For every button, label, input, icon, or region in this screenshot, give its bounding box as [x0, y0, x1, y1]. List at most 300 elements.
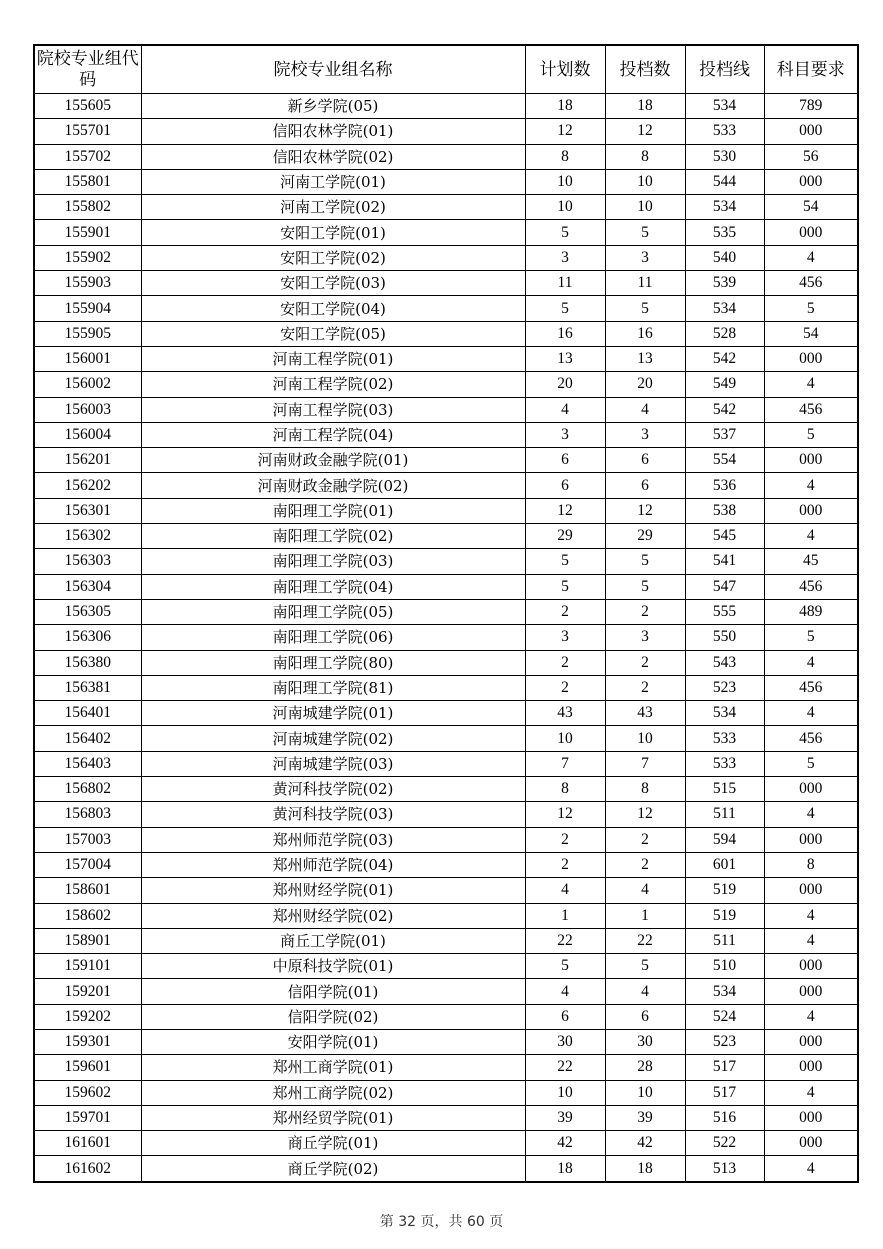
filed-count-cell: 5 — [605, 574, 685, 599]
group-name-cell: 河南工学院(02) — [141, 195, 525, 220]
cutoff-score-cell: 511 — [685, 928, 764, 953]
subject-requirement-cell: 4 — [764, 1080, 858, 1105]
group-code-cell: 161601 — [34, 1131, 141, 1156]
table-row — [34, 144, 858, 169]
subject-requirement-cell: 4 — [764, 1004, 858, 1029]
plan-count-cell: 5 — [525, 296, 605, 321]
table-row — [34, 169, 858, 194]
group-code-cell: 158602 — [34, 903, 141, 928]
table-row — [34, 625, 858, 650]
group-name-cell: 信阳农林学院(01) — [141, 119, 525, 144]
filed-count-cell: 6 — [605, 473, 685, 498]
header-row — [34, 45, 858, 94]
table-row — [34, 675, 858, 700]
subject-requirement-cell: 000 — [764, 878, 858, 903]
filed-count-cell: 39 — [605, 1105, 685, 1130]
cutoff-score-cell: 519 — [685, 903, 764, 928]
header-subject-requirement: 科目要求 — [764, 45, 858, 94]
group-name-cell: 郑州经贸学院(01) — [141, 1105, 525, 1130]
cutoff-score-cell: 533 — [685, 119, 764, 144]
cutoff-score-cell: 545 — [685, 524, 764, 549]
group-name-cell: 中原科技学院(01) — [141, 954, 525, 979]
plan-count-cell: 6 — [525, 473, 605, 498]
group-name-cell: 郑州工商学院(01) — [141, 1055, 525, 1080]
table-row — [34, 1080, 858, 1105]
cutoff-score-cell: 549 — [685, 372, 764, 397]
subject-requirement-cell: 000 — [764, 954, 858, 979]
cutoff-score-cell: 594 — [685, 827, 764, 852]
cutoff-score-cell: 550 — [685, 625, 764, 650]
filed-count-cell: 6 — [605, 1004, 685, 1029]
cutoff-score-cell: 540 — [685, 245, 764, 270]
subject-requirement-cell: 000 — [764, 1131, 858, 1156]
cutoff-score-cell: 537 — [685, 422, 764, 447]
filed-count-cell: 5 — [605, 296, 685, 321]
plan-count-cell: 2 — [525, 599, 605, 624]
subject-requirement-cell: 000 — [764, 119, 858, 144]
plan-count-cell: 12 — [525, 119, 605, 144]
plan-count-cell: 10 — [525, 169, 605, 194]
cutoff-score-cell: 530 — [685, 144, 764, 169]
table-row — [34, 751, 858, 776]
filed-count-cell: 4 — [605, 979, 685, 1004]
table-row — [34, 802, 858, 827]
cutoff-score-cell: 539 — [685, 271, 764, 296]
group-name-cell: 河南城建学院(01) — [141, 701, 525, 726]
filed-count-cell: 2 — [605, 827, 685, 852]
cutoff-score-cell: 542 — [685, 346, 764, 371]
cutoff-score-cell: 524 — [685, 1004, 764, 1029]
plan-count-cell: 12 — [525, 802, 605, 827]
table-row — [34, 1131, 858, 1156]
cutoff-score-cell: 534 — [685, 94, 764, 119]
plan-count-cell: 43 — [525, 701, 605, 726]
group-name-cell: 河南城建学院(03) — [141, 751, 525, 776]
plan-count-cell: 6 — [525, 1004, 605, 1029]
subject-requirement-cell: 000 — [764, 1055, 858, 1080]
group-name-cell: 新乡学院(05) — [141, 94, 525, 119]
cutoff-score-cell: 510 — [685, 954, 764, 979]
group-code-cell: 161602 — [34, 1156, 141, 1182]
cutoff-score-cell: 533 — [685, 726, 764, 751]
cutoff-score-cell: 543 — [685, 650, 764, 675]
plan-count-cell: 2 — [525, 650, 605, 675]
filed-count-cell: 4 — [605, 878, 685, 903]
group-code-cell: 156306 — [34, 625, 141, 650]
group-name-cell: 河南工程学院(01) — [141, 346, 525, 371]
cutoff-score-cell: 535 — [685, 220, 764, 245]
plan-count-cell: 10 — [525, 1080, 605, 1105]
group-code-cell: 156201 — [34, 448, 141, 473]
group-name-cell: 郑州工商学院(02) — [141, 1080, 525, 1105]
cutoff-score-cell: 555 — [685, 599, 764, 624]
cutoff-score-cell: 528 — [685, 321, 764, 346]
plan-count-cell: 10 — [525, 726, 605, 751]
group-code-cell: 156380 — [34, 650, 141, 675]
group-name-cell: 河南财政金融学院(02) — [141, 473, 525, 498]
table-row — [34, 220, 858, 245]
filed-count-cell: 10 — [605, 195, 685, 220]
group-code-cell: 155702 — [34, 144, 141, 169]
subject-requirement-cell: 4 — [764, 903, 858, 928]
group-code-cell: 155903 — [34, 271, 141, 296]
filed-count-cell: 10 — [605, 726, 685, 751]
group-name-cell: 河南工程学院(04) — [141, 422, 525, 447]
cutoff-score-cell: 554 — [685, 448, 764, 473]
plan-count-cell: 18 — [525, 94, 605, 119]
plan-count-cell: 6 — [525, 448, 605, 473]
group-name-cell: 信阳学院(02) — [141, 1004, 525, 1029]
plan-count-cell: 2 — [525, 675, 605, 700]
header-cutoff-score: 投档线 — [685, 45, 764, 94]
table-row — [34, 574, 858, 599]
group-name-cell: 信阳学院(01) — [141, 979, 525, 1004]
group-name-cell: 安阳工学院(05) — [141, 321, 525, 346]
plan-count-cell: 5 — [525, 574, 605, 599]
filed-count-cell: 2 — [605, 675, 685, 700]
group-code-cell: 155701 — [34, 119, 141, 144]
group-code-cell: 157003 — [34, 827, 141, 852]
filed-count-cell: 8 — [605, 144, 685, 169]
group-code-cell: 159601 — [34, 1055, 141, 1080]
subject-requirement-cell: 000 — [764, 1105, 858, 1130]
subject-requirement-cell: 456 — [764, 675, 858, 700]
table-row — [34, 346, 858, 371]
plan-count-cell: 3 — [525, 422, 605, 447]
group-code-cell: 159701 — [34, 1105, 141, 1130]
group-name-cell: 郑州师范学院(04) — [141, 852, 525, 877]
group-name-cell: 商丘学院(02) — [141, 1156, 525, 1182]
group-name-cell: 安阳学院(01) — [141, 1029, 525, 1054]
subject-requirement-cell: 456 — [764, 726, 858, 751]
subject-requirement-cell: 54 — [764, 195, 858, 220]
subject-requirement-cell: 4 — [764, 245, 858, 270]
group-code-cell: 155802 — [34, 195, 141, 220]
group-name-cell: 南阳理工学院(81) — [141, 675, 525, 700]
filed-count-cell: 6 — [605, 448, 685, 473]
group-code-cell: 156002 — [34, 372, 141, 397]
plan-count-cell: 12 — [525, 498, 605, 523]
plan-count-cell: 5 — [525, 549, 605, 574]
group-code-cell: 156803 — [34, 802, 141, 827]
group-name-cell: 河南工程学院(02) — [141, 372, 525, 397]
group-code-cell: 156402 — [34, 726, 141, 751]
subject-requirement-cell: 456 — [764, 397, 858, 422]
group-code-cell: 155904 — [34, 296, 141, 321]
table-row — [34, 372, 858, 397]
group-code-cell: 157004 — [34, 852, 141, 877]
cutoff-score-cell: 534 — [685, 195, 764, 220]
filed-count-cell: 4 — [605, 397, 685, 422]
filed-count-cell: 3 — [605, 625, 685, 650]
table-body — [34, 94, 858, 1182]
plan-count-cell: 7 — [525, 751, 605, 776]
table-row — [34, 650, 858, 675]
subject-requirement-cell: 000 — [764, 498, 858, 523]
group-code-cell: 155901 — [34, 220, 141, 245]
group-name-cell: 安阳工学院(01) — [141, 220, 525, 245]
plan-count-cell: 8 — [525, 144, 605, 169]
group-code-cell: 156381 — [34, 675, 141, 700]
filed-count-cell: 5 — [605, 220, 685, 245]
group-name-cell: 郑州财经学院(02) — [141, 903, 525, 928]
filed-count-cell: 8 — [605, 777, 685, 802]
group-name-cell: 河南城建学院(02) — [141, 726, 525, 751]
cutoff-score-cell: 523 — [685, 1029, 764, 1054]
filed-count-cell: 28 — [605, 1055, 685, 1080]
group-code-cell: 156001 — [34, 346, 141, 371]
group-name-cell: 河南工学院(01) — [141, 169, 525, 194]
group-name-cell: 南阳理工学院(80) — [141, 650, 525, 675]
group-name-cell: 南阳理工学院(05) — [141, 599, 525, 624]
group-name-cell: 南阳理工学院(01) — [141, 498, 525, 523]
subject-requirement-cell: 000 — [764, 169, 858, 194]
group-name-cell: 南阳理工学院(03) — [141, 549, 525, 574]
group-name-cell: 河南财政金融学院(01) — [141, 448, 525, 473]
group-code-cell: 158601 — [34, 878, 141, 903]
filed-count-cell: 3 — [605, 245, 685, 270]
cutoff-score-cell: 544 — [685, 169, 764, 194]
table-row — [34, 422, 858, 447]
group-name-cell: 商丘学院(01) — [141, 1131, 525, 1156]
plan-count-cell: 2 — [525, 827, 605, 852]
subject-requirement-cell: 45 — [764, 549, 858, 574]
header-filed-count: 投档数 — [605, 45, 685, 94]
filed-count-cell: 2 — [605, 852, 685, 877]
subject-requirement-cell: 489 — [764, 599, 858, 624]
group-code-cell: 156303 — [34, 549, 141, 574]
group-name-cell: 南阳理工学院(06) — [141, 625, 525, 650]
header-group-code: 院校专业组代码 — [34, 45, 141, 94]
subject-requirement-cell: 000 — [764, 346, 858, 371]
group-name-cell: 黄河科技学院(03) — [141, 802, 525, 827]
plan-count-cell: 13 — [525, 346, 605, 371]
plan-count-cell: 4 — [525, 397, 605, 422]
table-row — [34, 599, 858, 624]
filed-count-cell: 18 — [605, 1156, 685, 1182]
subject-requirement-cell: 5 — [764, 422, 858, 447]
group-code-cell: 155902 — [34, 245, 141, 270]
group-name-cell: 河南工程学院(03) — [141, 397, 525, 422]
cutoff-score-cell: 534 — [685, 701, 764, 726]
admission-table — [33, 44, 859, 1183]
plan-count-cell: 22 — [525, 1055, 605, 1080]
group-code-cell: 155801 — [34, 169, 141, 194]
cutoff-score-cell: 516 — [685, 1105, 764, 1130]
filed-count-cell: 2 — [605, 599, 685, 624]
table-row — [34, 397, 858, 422]
cutoff-score-cell: 513 — [685, 1156, 764, 1182]
page-number: 第 32 页，共 60 页 — [379, 1214, 504, 1230]
table-row — [34, 1029, 858, 1054]
plan-count-cell: 1 — [525, 903, 605, 928]
subject-requirement-cell: 5 — [764, 625, 858, 650]
group-name-cell: 郑州财经学院(01) — [141, 878, 525, 903]
subject-requirement-cell: 000 — [764, 777, 858, 802]
cutoff-score-cell: 523 — [685, 675, 764, 700]
cutoff-score-cell: 538 — [685, 498, 764, 523]
plan-count-cell: 11 — [525, 271, 605, 296]
table-row — [34, 1105, 858, 1130]
table-row — [34, 777, 858, 802]
table-row — [34, 245, 858, 270]
plan-count-cell: 4 — [525, 878, 605, 903]
subject-requirement-cell: 4 — [764, 372, 858, 397]
subject-requirement-cell: 4 — [764, 650, 858, 675]
cutoff-score-cell: 517 — [685, 1055, 764, 1080]
filed-count-cell: 11 — [605, 271, 685, 296]
table-row — [34, 271, 858, 296]
subject-requirement-cell: 4 — [764, 473, 858, 498]
table-row — [34, 928, 858, 953]
filed-count-cell: 3 — [605, 422, 685, 447]
plan-count-cell: 29 — [525, 524, 605, 549]
plan-count-cell: 3 — [525, 625, 605, 650]
table-row — [34, 1004, 858, 1029]
filed-count-cell: 12 — [605, 802, 685, 827]
subject-requirement-cell: 4 — [764, 802, 858, 827]
filed-count-cell: 30 — [605, 1029, 685, 1054]
subject-requirement-cell: 456 — [764, 271, 858, 296]
table-row — [34, 878, 858, 903]
group-name-cell: 安阳工学院(04) — [141, 296, 525, 321]
filed-count-cell: 1 — [605, 903, 685, 928]
filed-count-cell: 29 — [605, 524, 685, 549]
subject-requirement-cell: 5 — [764, 296, 858, 321]
header-plan-count: 计划数 — [525, 45, 605, 94]
group-code-cell: 156202 — [34, 473, 141, 498]
plan-count-cell: 30 — [525, 1029, 605, 1054]
filed-count-cell: 7 — [605, 751, 685, 776]
plan-count-cell: 3 — [525, 245, 605, 270]
subject-requirement-cell: 4 — [764, 524, 858, 549]
group-name-cell: 南阳理工学院(02) — [141, 524, 525, 549]
group-name-cell: 信阳农林学院(02) — [141, 144, 525, 169]
table-row — [34, 701, 858, 726]
filed-count-cell: 42 — [605, 1131, 685, 1156]
group-code-cell: 156302 — [34, 524, 141, 549]
cutoff-score-cell: 511 — [685, 802, 764, 827]
group-name-cell: 商丘工学院(01) — [141, 928, 525, 953]
table-row — [34, 498, 858, 523]
subject-requirement-cell: 789 — [764, 94, 858, 119]
group-name-cell: 南阳理工学院(04) — [141, 574, 525, 599]
table-row — [34, 296, 858, 321]
filed-count-cell: 18 — [605, 94, 685, 119]
subject-requirement-cell: 000 — [764, 979, 858, 1004]
filed-count-cell: 16 — [605, 321, 685, 346]
group-name-cell: 安阳工学院(03) — [141, 271, 525, 296]
filed-count-cell: 10 — [605, 169, 685, 194]
subject-requirement-cell: 54 — [764, 321, 858, 346]
subject-requirement-cell: 5 — [764, 751, 858, 776]
table-row — [34, 726, 858, 751]
cutoff-score-cell: 519 — [685, 878, 764, 903]
cutoff-score-cell: 601 — [685, 852, 764, 877]
group-code-cell: 156304 — [34, 574, 141, 599]
cutoff-score-cell: 541 — [685, 549, 764, 574]
subject-requirement-cell: 4 — [764, 928, 858, 953]
filed-count-cell: 5 — [605, 549, 685, 574]
header-group-name: 院校专业组名称 — [141, 45, 525, 94]
cutoff-score-cell: 534 — [685, 296, 764, 321]
cutoff-score-cell: 536 — [685, 473, 764, 498]
group-code-cell: 158901 — [34, 928, 141, 953]
group-code-cell: 159201 — [34, 979, 141, 1004]
table-row — [34, 954, 858, 979]
filed-count-cell: 12 — [605, 119, 685, 144]
filed-count-cell: 5 — [605, 954, 685, 979]
table-row — [34, 448, 858, 473]
table-row — [34, 524, 858, 549]
table-row — [34, 1156, 858, 1182]
table-row — [34, 549, 858, 574]
filed-count-cell: 2 — [605, 650, 685, 675]
table-row — [34, 473, 858, 498]
group-code-cell: 156004 — [34, 422, 141, 447]
plan-count-cell: 2 — [525, 852, 605, 877]
table-row — [34, 119, 858, 144]
subject-requirement-cell: 000 — [764, 827, 858, 852]
group-code-cell: 156301 — [34, 498, 141, 523]
cutoff-score-cell: 533 — [685, 751, 764, 776]
subject-requirement-cell: 456 — [764, 574, 858, 599]
group-code-cell: 155605 — [34, 94, 141, 119]
cutoff-score-cell: 522 — [685, 1131, 764, 1156]
filed-count-cell: 20 — [605, 372, 685, 397]
group-code-cell: 155905 — [34, 321, 141, 346]
filed-count-cell: 10 — [605, 1080, 685, 1105]
plan-count-cell: 4 — [525, 979, 605, 1004]
table-row — [34, 979, 858, 1004]
cutoff-score-cell: 547 — [685, 574, 764, 599]
group-code-cell: 159602 — [34, 1080, 141, 1105]
subject-requirement-cell: 56 — [764, 144, 858, 169]
subject-requirement-cell: 4 — [764, 701, 858, 726]
plan-count-cell: 16 — [525, 321, 605, 346]
plan-count-cell: 39 — [525, 1105, 605, 1130]
filed-count-cell: 12 — [605, 498, 685, 523]
group-name-cell: 安阳工学院(02) — [141, 245, 525, 270]
filed-count-cell: 43 — [605, 701, 685, 726]
group-code-cell: 156403 — [34, 751, 141, 776]
table-row — [34, 321, 858, 346]
table-row — [34, 903, 858, 928]
cutoff-score-cell: 515 — [685, 777, 764, 802]
table-row — [34, 827, 858, 852]
filed-count-cell: 22 — [605, 928, 685, 953]
cutoff-score-cell: 542 — [685, 397, 764, 422]
cutoff-score-cell: 534 — [685, 979, 764, 1004]
table-row — [34, 1055, 858, 1080]
group-code-cell: 159101 — [34, 954, 141, 979]
plan-count-cell: 5 — [525, 954, 605, 979]
plan-count-cell: 8 — [525, 777, 605, 802]
group-code-cell: 156305 — [34, 599, 141, 624]
cutoff-score-cell: 517 — [685, 1080, 764, 1105]
plan-count-cell: 22 — [525, 928, 605, 953]
subject-requirement-cell: 000 — [764, 1029, 858, 1054]
filed-count-cell: 13 — [605, 346, 685, 371]
table-row — [34, 195, 858, 220]
table-row — [34, 94, 858, 119]
plan-count-cell: 18 — [525, 1156, 605, 1182]
group-code-cell: 156401 — [34, 701, 141, 726]
group-name-cell: 郑州师范学院(03) — [141, 827, 525, 852]
subject-requirement-cell: 4 — [764, 1156, 858, 1182]
table-header — [34, 45, 858, 94]
plan-count-cell: 5 — [525, 220, 605, 245]
